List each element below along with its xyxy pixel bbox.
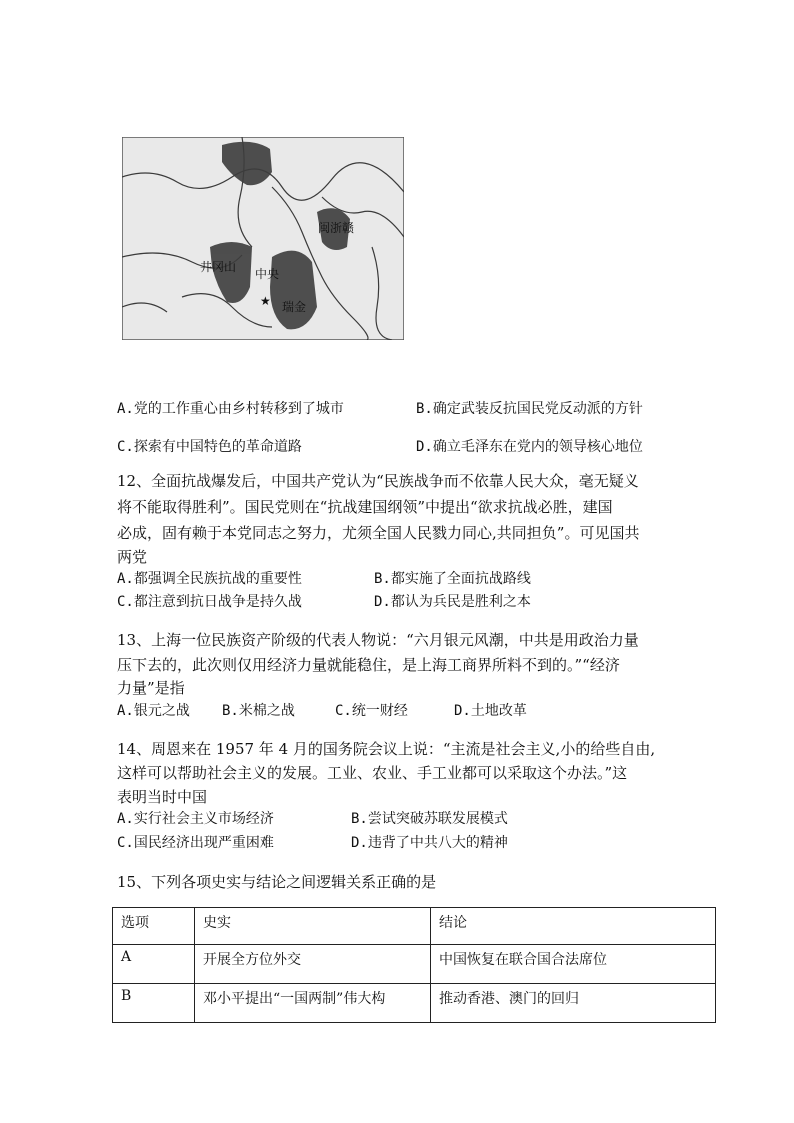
q11-option-a: A.党的工作重心由乡村转移到了城市 xyxy=(117,401,344,417)
q12-option-a: A.都强调全民族抗战的重要性 xyxy=(117,571,302,587)
table-cell: 推动香港、澳门的回归 xyxy=(431,984,716,1023)
table-cell: 邓小平提出“一国两制”伟大构 xyxy=(195,984,431,1023)
table-header-cell: 史实 xyxy=(195,908,431,945)
ruijin-star-icon: ★ xyxy=(260,294,271,308)
q11-option-c: C.探索有中国特色的革命道路 xyxy=(117,439,302,455)
table-cell: B xyxy=(113,984,195,1023)
q12-option-c: C.都注意到抗日战争是持久战 xyxy=(117,594,302,610)
q12-line-2: 将不能取得胜利”。国民党则在“抗战建国纲领”中提出“欲求抗战必胜，建国 xyxy=(117,498,613,516)
q15-stem: 15、下列各项史实与结论之间逻辑关系正确的是 xyxy=(117,873,437,891)
q14-option-d: D.违背了中共八大的精神 xyxy=(351,835,508,851)
table-header-row xyxy=(113,908,716,945)
q14-option-c: C.国民经济出现严重困难 xyxy=(117,835,274,851)
table-cell: A xyxy=(113,945,195,984)
q14-line-1: 14、周恩来在 1957 年 4 月的国务院会议上说：“主流是社会主义,小的给些自由, xyxy=(117,740,656,758)
map-label-minzhewan: 闽浙赣 xyxy=(318,221,355,235)
q11-option-d: D.确立毛泽东在党内的领导核心地位 xyxy=(416,439,643,455)
table-header-cell: 结论 xyxy=(431,908,716,945)
q14-option-b: B.尝试突破苏联发展模式 xyxy=(351,811,508,827)
q13-option-b: B.米棉之战 xyxy=(222,703,295,719)
q14-line-3: 表明当时中国 xyxy=(117,788,208,806)
q13-option-d: D.土地改革 xyxy=(454,703,527,719)
q12-line-3: 必成，固有赖于本党同志之努力，尤须全国人民戮力同心,共同担负”。可见国共 xyxy=(117,524,640,542)
q15-table xyxy=(112,907,716,1023)
map-label-ruijin: 瑞金 xyxy=(282,300,307,314)
table-cell: 开展全方位外交 xyxy=(195,945,431,984)
q13-line-2: 压下去的，此次则仅用经济力量就能稳住，是上海工商界所料不到的。”“经济 xyxy=(117,656,620,674)
table-cell: 中国恢复在联合国合法席位 xyxy=(431,945,716,984)
table-row xyxy=(113,984,716,1023)
map-label-central: 中央 xyxy=(255,267,280,281)
table-header-cell: 选项 xyxy=(113,908,195,945)
q13-line-1: 13、上海一位民族资产阶级的代表人物说：“六月银元风潮，中共是用政治力量 xyxy=(117,631,639,649)
q12-option-d: D.都认为兵民是胜利之本 xyxy=(374,594,531,610)
q12-line-4: 两党 xyxy=(117,548,148,566)
q13-option-a: A.银元之战 xyxy=(117,703,190,719)
q13-line-3: 力量”是指 xyxy=(117,679,185,697)
historical-map-image xyxy=(122,137,404,340)
q12-line-1: 12、全面抗战爆发后，中国共产党认为“民族战争而不依靠人民大众，毫无疑义 xyxy=(117,472,639,490)
table-row xyxy=(113,945,716,984)
q14-line-2: 这样可以帮助社会主义的发展。工业、农业、手工业都可以采取这个办法。”这 xyxy=(117,764,628,782)
q13-option-c: C.统一财经 xyxy=(335,703,408,719)
q14-option-a: A.实行社会主义市场经济 xyxy=(117,811,274,827)
q11-option-b: B.确定武装反抗国民党反动派的方针 xyxy=(416,401,643,417)
q12-option-b: B.都实施了全面抗战路线 xyxy=(374,571,531,587)
map-label-jinggangshan: 井冈山 xyxy=(200,260,237,274)
